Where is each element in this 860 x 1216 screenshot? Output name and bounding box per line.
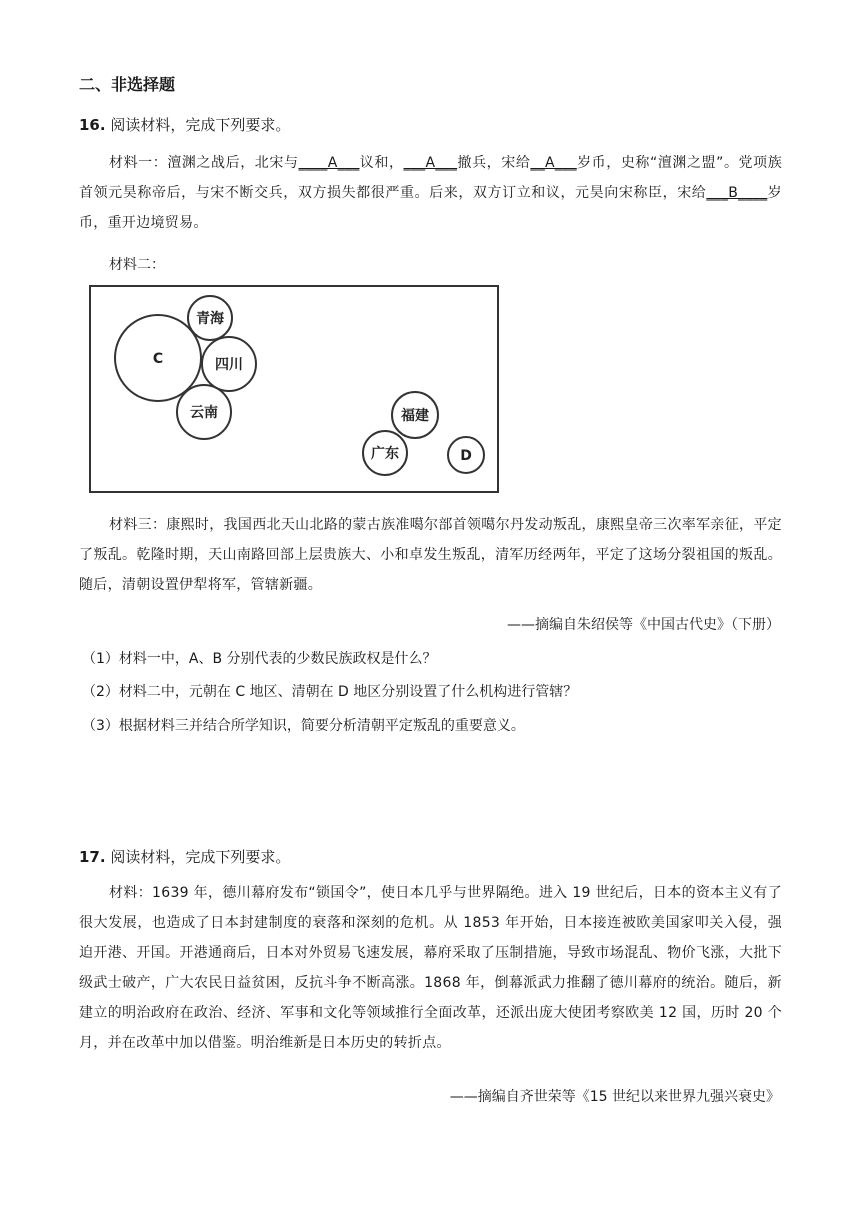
q16-question-2: （2）材料二中，元朝在 C 地区、清朝在 D 地区分别设置了什么机构进行管辖？ (82, 684, 578, 700)
label-sichuan: 四川 (215, 357, 243, 373)
material1-text-1: 材料一：澶渊之战后，北宋与 (109, 155, 299, 171)
map-svg (89, 285, 499, 493)
q17-material: 材料：1639 年，德川幕府发布“锁国令”，使日本几乎与世界隔绝。进入 19 世纪后，日本的资本主义有了很大发展，也造成了日本封建制度的衰落和深刻的危机。从 1853 年开始，日本接连被欧美国家叩关入侵，强迫开港、开国。开港通商后，日本对外贸易飞速发展，幕府采取了压制措施，导致市场混乱、物价飞涨，大批下级武士破产，广大农民日益贫困，反抗斗争不断高涨。1868 年，倒幕派武力推翻了德川幕府的统治。随后，新建立的明治政府在政治、经济、军事和文化等领域推行全面改革，还派出庞大使团考察欧美 12 国，历时 20 个月，并在改革中加以借鉴。明治维新是日本历史的转折点。 (79, 885, 782, 1051)
label-guangdong: 广东 (371, 446, 399, 462)
label-qinghai: 青海 (196, 311, 224, 327)
q16-source: ——摘编自朱绍侯等《中国古代史》（下册） (507, 617, 780, 633)
label-fujian: 福建 (401, 408, 429, 424)
material1-text-4: 岁币，史称“澶渊之盟”。党项族首领元昊称帝后，与宋不断交兵，双方损失都很严重。后来，双方订立和议，元昊向宋称臣，宋给 (79, 155, 783, 201)
material2-label: 材料二： (109, 257, 165, 273)
q16-number: 16. (79, 116, 106, 134)
q16-prompt: 阅读材料，完成下列要求。 (110, 116, 291, 134)
label-c: C (152, 351, 164, 367)
blank-a-2: ___A___ (403, 155, 458, 171)
material1-text-5: 岁币，重开边境贸易。 (79, 185, 782, 231)
q16-question-3: （3）根据材料三并结合所学知识，简要分析清朝平定叛乱的重要意义。 (82, 718, 525, 734)
blank-a-1: ____A___ (298, 155, 360, 171)
material1-text-2: 议和， (359, 155, 404, 171)
label-yunnan: 云南 (190, 405, 218, 421)
q17-number: 17. (79, 848, 106, 866)
region-map (89, 285, 499, 493)
q17-prompt: 阅读材料，完成下列要求。 (110, 848, 291, 866)
q17-heading (79, 846, 290, 867)
section-title: 二、非选择题 (79, 75, 176, 94)
blank-b: ___B____ (706, 185, 768, 201)
material1-text-3: 撤兵，宋给 (457, 155, 531, 171)
q17-source: ——摘编自齐世荣等《15 世纪以来世界九强兴衰史》 (449, 1089, 780, 1105)
blank-a-3: __A___ (530, 155, 577, 171)
q16-question-1: （1）材料一中，A、B 分别代表的少数民族政权是什么？ (82, 651, 437, 667)
label-d: D (460, 448, 472, 464)
q16-material1 (79, 148, 782, 238)
q16-heading (79, 114, 290, 135)
q16-material3: 材料三：康熙时，我国西北天山北路的蒙古族准噶尔部首领噶尔丹发动叛乱，康熙皇帝三次率军亲征，平定了叛乱。乾隆时期，天山南路回部上层贵族大、小和卓发生叛乱，清军历经两年，平定了这场分裂祖国的叛乱。随后，清朝设置伊犁将军，管辖新疆。 (79, 517, 782, 593)
